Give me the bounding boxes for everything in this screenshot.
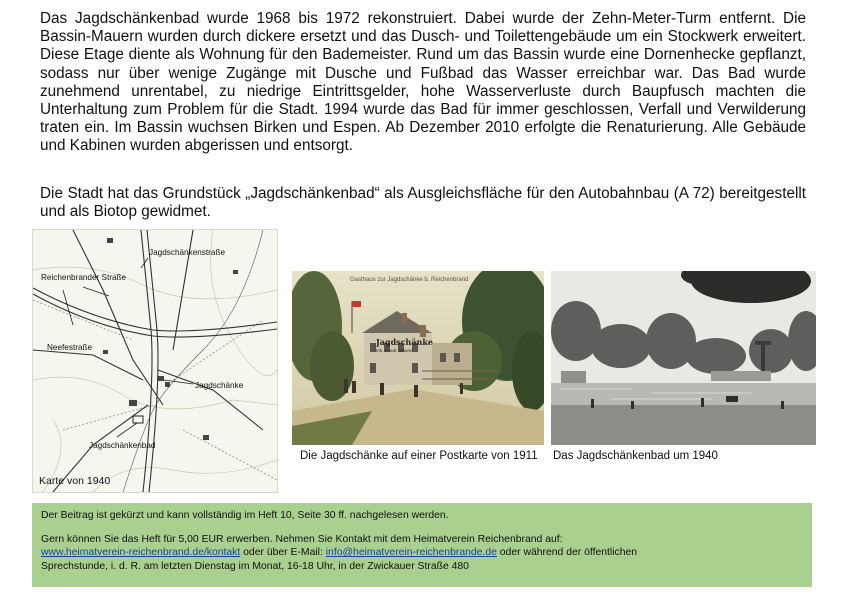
bath-photo-1940 bbox=[551, 271, 816, 445]
bath-drawing bbox=[551, 271, 816, 445]
info-box bbox=[32, 503, 812, 587]
kontakt-link[interactable]: www.heimatverein-reichenbrand.de/kontakt bbox=[41, 547, 241, 559]
postcard-sign-sub: Inh. Friedr. Maurer bbox=[376, 348, 414, 353]
map-drawing bbox=[33, 230, 277, 492]
article-paragraph-1: Das Jagdschänkenbad wurde 1968 bis 1972 rekonstruiert. Dabei wurde der Zehn-Meter-Turm entfernt. Die Bassin-Mauern wurden durch dickere ersetzt und das Dusch- und Toilettengebäude um ein Stockwerk erweitert. Diese Etage diente als Wohnung für den Bademeister. Rund um das Bassin wurde eine Dornenhecke gepflanzt, sodass nur über wenige Zugänge mit Dusche und Fußbad das Wasser erreichbar war. Das Bad wurde zunehmend unrentabel, zu niedrige Eintrittsgelder, hohe Wasserverluste durch Baupfusch machten die Unterhaltung zum Problem für die Stadt. 1994 wurde das Bad für immer geschlossen, Verfall und Verwilderung traten ein. Im Bassin wuchsen Birken und Espen. Ab Dezember 2010 erfolgte die Renaturierung. Alle Gebäude und Kabinen wurden abgerissen und entsorgt. bbox=[40, 10, 806, 155]
email-link[interactable]: info@heimatverein-reichenbrande.de bbox=[325, 547, 497, 559]
map-label-reichenbrander-strasse: Reichenbrander Straße bbox=[41, 273, 127, 282]
map-label-neefestrasse: Neefestraße bbox=[47, 343, 93, 352]
bath-caption: Das Jagdschänkenbad um 1940 bbox=[553, 450, 718, 462]
info-line-1: Der Beitrag ist gekürzt und kann vollständig im Heft 10, Seite 30 ff. nachgelesen werden. bbox=[41, 510, 449, 521]
postcard-drawing bbox=[292, 271, 544, 445]
email-prefix-text: oder über E-Mail: bbox=[240, 547, 326, 559]
after-email-text: oder während der öffentlichen bbox=[496, 547, 638, 559]
info-line-4: Sprechstunde, i. d. R. am letzten Dienstag im Monat, 16-18 Uhr, in der Zwickauer Straße 480 bbox=[41, 560, 469, 572]
map-label-jagdschaenkenstrasse: Jagdschänkenstraße bbox=[149, 248, 226, 257]
map-label-jagdschaenke: Jagdschänke bbox=[195, 381, 244, 390]
postcard-header-text: Gasthaus zur Jagdschänke b. Reichenbrand bbox=[350, 277, 469, 283]
historical-map-1940 bbox=[32, 229, 278, 493]
article-paragraph-2: Die Stadt hat das Grundstück „Jagdschänkenbad“ als Ausgleichsfläche für den Autobahnbau (A 72) bereitgestellt und als Biotop gewidmet. bbox=[40, 185, 806, 221]
postcard-photo-1911 bbox=[292, 271, 544, 445]
postcard-sign: Jagdschänke bbox=[376, 337, 433, 347]
postcard-caption: Die Jagdschänke auf einer Postkarte von 1911 bbox=[300, 450, 538, 462]
info-line-2: Gern können Sie das Heft für 5,00 EUR erwerben. Nehmen Sie Kontakt mit dem Heimatverein Reichenbrand auf: bbox=[41, 534, 563, 546]
info-line-3 bbox=[41, 546, 803, 559]
map-label-jagdschaenkenbad: Jagdschänkenbad bbox=[89, 441, 156, 450]
map-caption: Karte von 1940 bbox=[39, 475, 111, 487]
